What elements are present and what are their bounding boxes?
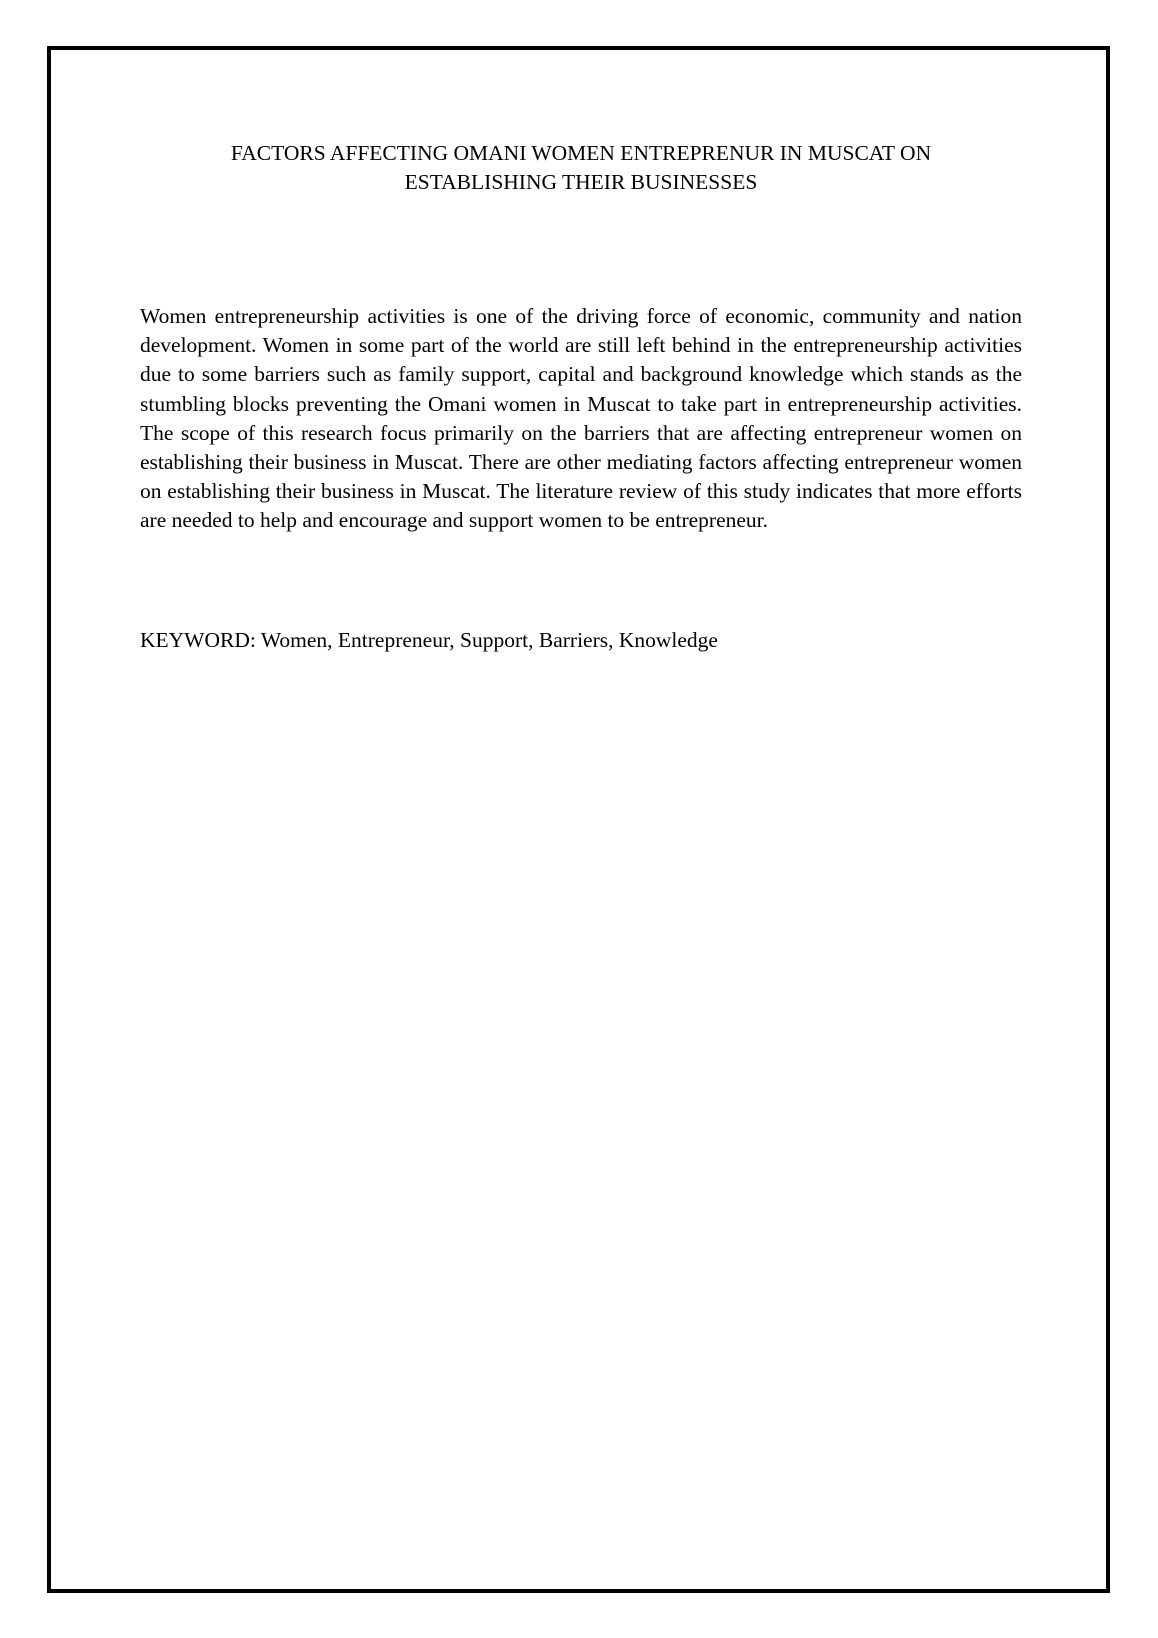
page-border — [47, 46, 1110, 1593]
title-line-1: FACTORS AFFECTING OMANI WOMEN ENTREPRENUR IN MUSCAT ON — [230, 141, 932, 165]
abstract-paragraph: Women entrepreneurship activities is one of the driving force of economic, community and nation development. Women in some part of the world are still left behind in the entrepreneurship activities due to some barriers such as family support, capital and background knowledge which stands as the stumbling blocks preventing the Omani women in Muscat to take part in entrepreneurship activities. The scope of this research focus primarily on the barriers that are affecting entrepreneur women on establishing their business in Muscat. There are other mediating factors affecting entrepreneur women on establishing their business in Muscat. The literature review of this study indicates that more efforts are needed to help and encourage and support women to be entrepreneur. — [140, 304, 1022, 533]
title-line-2: ESTABLISHING THEIR BUSINESSES — [404, 170, 758, 194]
keywords-line: KEYWORD: Women, Entrepreneur, Support, Barriers, Knowledge — [140, 628, 718, 652]
document-title — [140, 139, 1022, 197]
